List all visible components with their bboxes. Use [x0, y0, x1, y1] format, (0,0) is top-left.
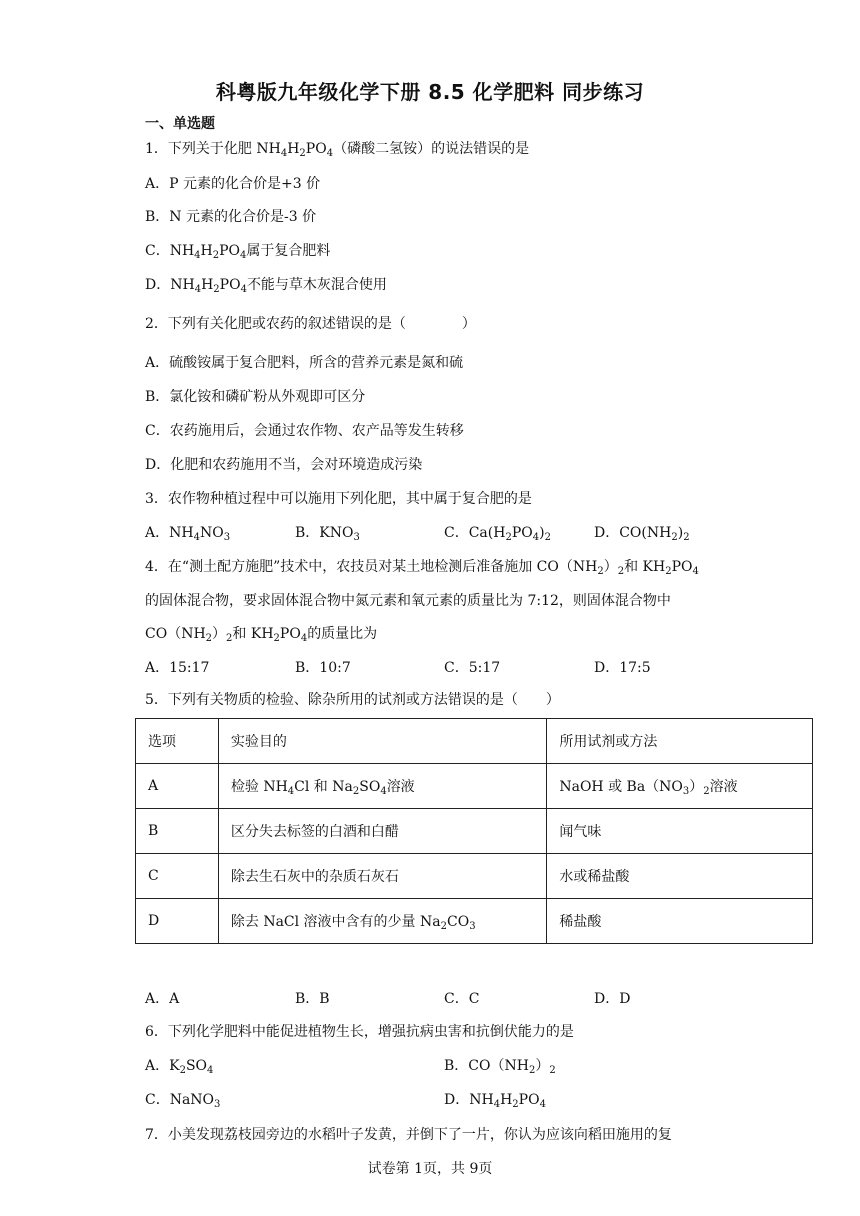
page-title: 科粤版九年级化学下册 8.5 化学肥料 同步练习	[215, 80, 645, 104]
table-cell: A	[136, 764, 219, 809]
question-4-stem-line-1: 4．在“测土配方施肥”技术中，农技员对某土地检测后准备施加 $CO(NH_2)_2$和 $KH_2PO_4$	[145, 559, 699, 577]
table-header-row	[136, 719, 813, 764]
question-1-stem: 1．下列关于化肥 $NH_4H_2PO_4$（磷酸二氢铵）的说法错误的是	[145, 141, 530, 159]
question-4-stem-line-3: $CO(NH_2)_2$和 $KH_2PO_4$的质量比为	[145, 626, 378, 644]
question-3-option-c: C．$Ca(H_2PO_4)_2$	[444, 525, 551, 543]
table-row	[136, 809, 813, 854]
question-3-option-a: A．$NH_4NO_3$	[145, 525, 231, 543]
question-5-option-b: B．B	[295, 991, 330, 1007]
table-header-cell: 所用试剂或方法	[547, 719, 813, 764]
question-7-stem: 7．小美发现荔枝园旁边的水稻叶子发黄，并倒下了一片，你认为应该向稻田施用的复	[145, 1127, 672, 1143]
question-2-option-d: D．化肥和农药施用不当，会对环境造成污染	[145, 457, 423, 473]
question-1-option-c: C．$NH_4H_2PO_4$属于复合肥料	[145, 243, 331, 261]
table-cell: B	[136, 809, 219, 854]
question-2-option-c: C．农药施用后，会通过农作物、农产品等发生转移	[145, 423, 464, 439]
question-5-option-c: C．C	[444, 991, 480, 1007]
question-5-stem: 5．下列有关物质的检验、除杂所用的试剂或方法错误的是（ ）	[145, 692, 560, 708]
question-3-option-b: B．$KNO_3$	[295, 525, 360, 543]
table-cell: 区分失去标签的白酒和白醋	[218, 809, 546, 854]
table-row	[136, 764, 813, 809]
table-cell: 闻气味	[547, 809, 813, 854]
table-cell: NaOH 或 $Ba(NO_3)_2$溶液	[547, 764, 813, 809]
question-5-table	[135, 718, 813, 944]
question-2-stem: 2．下列有关化肥或农药的叙述错误的是（ ）	[145, 316, 476, 332]
question-1-option-b: B．N 元素的化合价是-3 价	[145, 209, 317, 225]
question-5-option-d: D．D	[594, 991, 631, 1007]
table-header-cell: 选项	[136, 719, 219, 764]
question-4-option-d: D．17:5	[594, 660, 651, 676]
page-footer: 试卷第 1页，共 9页	[367, 1161, 493, 1177]
table-cell: 检验 $NH_4Cl$ 和 $Na_2SO_4$溶液	[218, 764, 546, 809]
question-2-option-a: A．硫酸铵属于复合肥料，所含的营养元素是氮和硫	[145, 355, 464, 371]
question-4-option-b: B．10:7	[295, 660, 351, 676]
question-6-option-c: C．NaNO$_3$	[145, 1092, 221, 1110]
question-6-option-d: D．$NH_4H_2PO_4$	[444, 1092, 546, 1110]
table-row	[136, 854, 813, 899]
question-5-option-a: A．A	[145, 991, 180, 1007]
section-heading: 一、单选题	[145, 116, 215, 132]
table-cell: 除去生石灰中的杂质石灰石	[218, 854, 546, 899]
table-cell: C	[136, 854, 219, 899]
question-6-option-b: B．$CO(NH_2)_2$	[444, 1058, 556, 1076]
question-1-option-d: D．$NH_4H_2PO_4$不能与草木灰混合使用	[145, 277, 387, 295]
question-6-option-a: A．$K_2SO_4$	[145, 1058, 214, 1076]
question-4-option-c: C．5:17	[444, 660, 501, 676]
table-row	[136, 899, 813, 944]
table-cell: 水或稀盐酸	[547, 854, 813, 899]
table-cell: 除去 NaCl 溶液中含有的少量 $Na_2CO_3$	[218, 899, 546, 944]
table-cell: 稀盐酸	[547, 899, 813, 944]
question-4-option-a: A．15:17	[145, 660, 210, 676]
question-3-stem: 3．农作物种植过程中可以施用下列化肥，其中属于复合肥的是	[145, 491, 532, 507]
question-1-option-a: A．P 元素的化合价是+3 价	[145, 176, 321, 192]
question-3-option-d: D．$CO(NH_2)_2$	[594, 525, 690, 543]
question-6-stem: 6．下列化学肥料中能促进植物生长，增强抗病虫害和抗倒伏能力的是	[145, 1024, 574, 1040]
table-header-cell: 实验目的	[218, 719, 546, 764]
question-2-option-b: B．氯化铵和磷矿粉从外观即可区分	[145, 389, 366, 405]
table-cell: D	[136, 899, 219, 944]
question-4-stem-line-2: 的固体混合物，要求固体混合物中氮元素和氧元素的质量比为 7:12，则固体混合物中	[145, 593, 671, 609]
